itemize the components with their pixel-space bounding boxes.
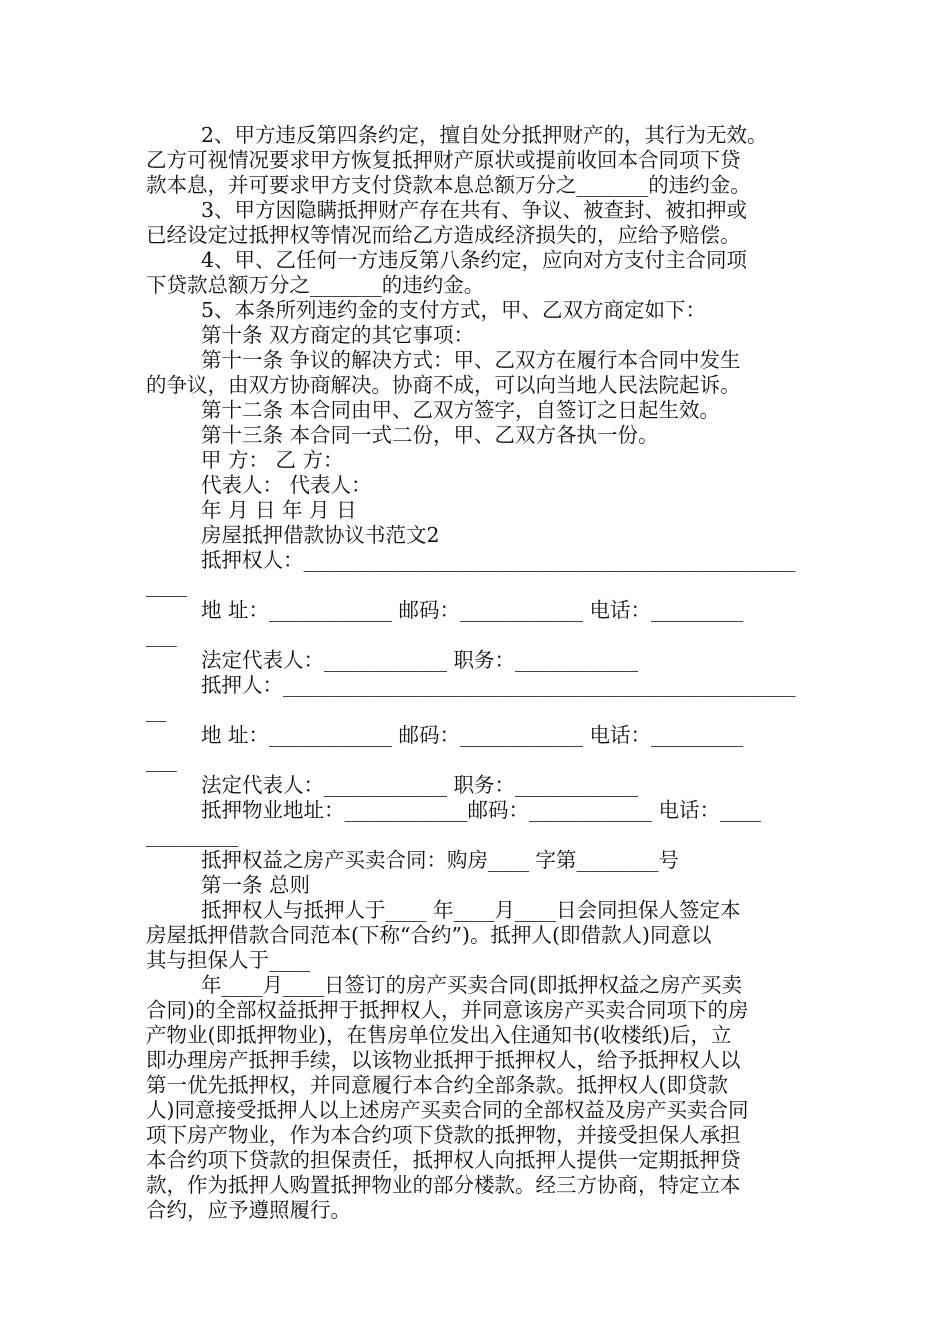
text-line: 房屋抵押借款合同范本(下称“合约”)。抵押人(即借款人)同意以 (146, 923, 712, 947)
text-line: 下贷款总额万分之_______的违约金。 (146, 273, 485, 297)
text-line: 第十一条 争议的解决方式：甲、乙双方在履行本合同中发生 (201, 348, 741, 372)
text-line: 4、甲、乙任何一方违反第八条约定，应向对方支付主合同项 (201, 248, 748, 272)
legal-rep-field: 法定代表人：____________ 职务：____________ (201, 648, 639, 672)
article-heading: 第一条 总则 (201, 873, 311, 897)
section-title: 房屋抵押借款协议书范文2 (201, 523, 440, 547)
text-line: 款本息，并可要求甲方支付贷款本息总额万分之_______的违约金。 (146, 173, 751, 197)
text-line: 3、甲方因隐瞒抵押财产存在共有、争议、被查封、被扣押或 (201, 198, 748, 222)
text-line: 产物业(即抵押物业)，在售房单位发出入住通知书(收楼纸)后，立 (146, 1023, 732, 1047)
text-line: 本合约项下贷款的担保责任，抵押权人向抵押人提供一定期抵押贷 (146, 1148, 741, 1172)
signature-parties: 甲 方： 乙 方： (201, 448, 344, 472)
text-line: 第十二条 本合同由甲、乙双方签字，自签订之日起生效。 (201, 398, 721, 422)
text-line: _________ (146, 823, 239, 847)
text-line: 5、本条所列违约金的支付方式，甲、乙双方商定如下： (201, 298, 707, 322)
property-address-field: 抵押物业地址：____________邮码：____________ 电话：____ (201, 798, 762, 822)
signature-dates: 年 月 日 年 月 日 (201, 498, 357, 522)
text-line: 即办理房产抵押手续，以该物业抵押于抵押权人，给予抵押权人以 (146, 1048, 741, 1072)
text-line: 第十三条 本合同一式二份，甲、乙双方各执一份。 (201, 423, 659, 447)
article-heading: 第十条 双方商定的其它事项： (201, 323, 475, 347)
mortgagor-field: 抵押人：__________________________________________________ (201, 673, 796, 697)
text-line: 乙方可视情况要求甲方恢复抵押财产原状或提前收回本合同项下贷 (146, 148, 741, 172)
signature-representatives: 代表人： 代表人： (201, 473, 372, 497)
mortgagee-field: 抵押权人：________________________________________________ (201, 548, 796, 572)
text-line: ___ (146, 748, 177, 772)
address-field: 地 址：____________ 邮码：____________ 电话：_________ (201, 598, 744, 622)
text-line: 合约，应予遵照履行。 (146, 1198, 351, 1222)
text-line: ____ (146, 573, 187, 597)
text-line: 其与担保人于____ (146, 948, 310, 972)
legal-rep-field: 法定代表人：____________ 职务：____________ (201, 773, 639, 797)
text-line: __ (146, 698, 167, 722)
text-line: 合同)的全部权益抵押于抵押权人，并同意该房产买卖合同项下的房 (146, 998, 749, 1022)
address-field: 地 址：____________ 邮码：____________ 电话：_________ (201, 723, 744, 747)
text-line: 的争议，由双方协商解决。协商不成，可以向当地人民法院起诉。 (146, 373, 741, 397)
text-line: 款，作为抵押人购置抵押物业的部分楼款。经三方协商，特定立本 (146, 1173, 741, 1197)
text-line: 项下房产物业，作为本合约项下贷款的抵押物，并接受担保人承担 (146, 1123, 741, 1147)
text-line: ___ (146, 623, 177, 647)
purchase-contract-field: 抵押权益之房产买卖合同：购房____ 字第________号 (201, 848, 680, 872)
text-line: 第一优先抵押权，并同意履行本合约全部条款。抵押权人(即贷款 (146, 1073, 728, 1097)
text-line: 2、甲方违反第四条约定，擅自处分抵押财产的，其行为无效。 (201, 123, 768, 147)
text-line: 抵押权人与抵押人于____ 年____月____日会同担保人签定本 (201, 898, 741, 922)
text-line: 人)同意接受抵押人以上述房产买卖合同的全部权益及房产买卖合同 (146, 1098, 749, 1122)
text-line: 已经设定过抵押权等情况而给乙方造成经济损失的，应给予赔偿。 (146, 223, 741, 247)
text-line: 年____月____日签订的房产买卖合同(即抵押权益之房产买卖 (201, 973, 742, 997)
